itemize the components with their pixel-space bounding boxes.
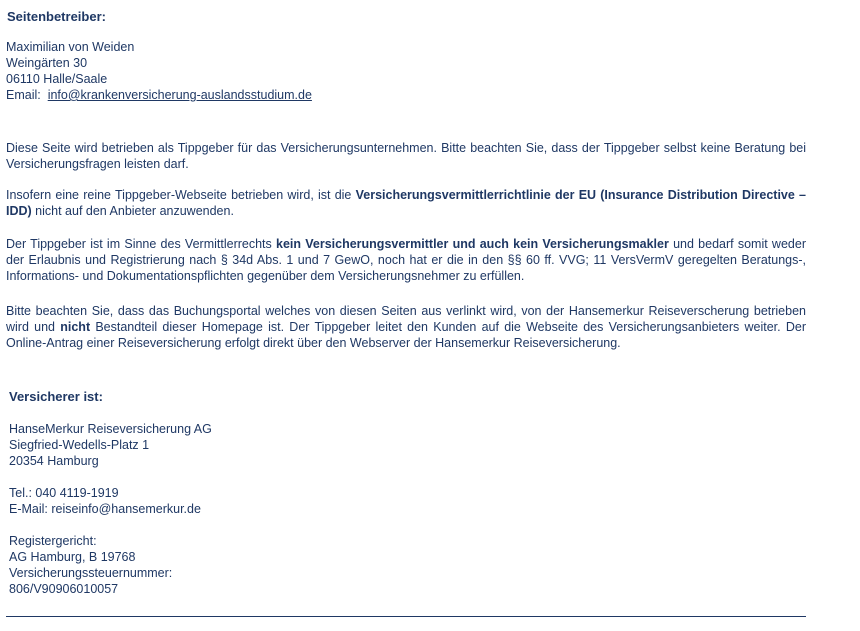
insurer-street: Siegfried-Wedells-Platz 1 — [9, 438, 150, 452]
paragraph-idd-bold: Versicherungsvermittlerrichtlinie der EU (Insurance Distribution Directive – IDD) — [6, 188, 806, 218]
tax-number-label: Versicherungssteuernummer: — [9, 566, 173, 580]
tax-number: 806/V90906010057 — [9, 582, 119, 596]
operator-address — [6, 39, 806, 103]
paragraph-vermittler-text-a: Der Tippgeber ist im Sinne des Vermittlerrechts — [6, 237, 276, 251]
register-court: AG Hamburg, B 19768 — [9, 550, 136, 564]
paragraph-vermittler-text-c: und bedarf somit weder der Erlaubnis und Registrierung nach § 34d Abs. 1 und 7 GewO, noch hat er die in den §§ 60 ff. VVG; 11 VersVermV geregelten Beratungs-, Informations- und Dokumentationspflichten gegenüber dem Versicherungsnehmer zu erfüllen. — [6, 237, 806, 283]
insurer-address — [9, 421, 809, 469]
register-court-label: Registergericht: — [9, 534, 97, 548]
insurer-email: E-Mail: reiseinfo@hansemerkur.de — [9, 502, 201, 516]
paragraph-idd — [6, 187, 806, 219]
insurer-heading: Versicherer ist: — [9, 389, 103, 404]
operator-name: Maximilian von Weiden — [6, 40, 135, 54]
operator-heading: Seitenbetreiber: — [7, 9, 106, 24]
paragraph-portal-bold: nicht — [60, 320, 91, 334]
operator-email-link[interactable]: info@krankenversicherung-auslandsstudium.de — [47, 88, 312, 102]
insurer-name: HanseMerkur Reiseversicherung AG — [9, 422, 212, 436]
operator-city: 06110 Halle/Saale — [6, 72, 108, 86]
paragraph-vermittlerrecht — [6, 236, 806, 284]
paragraph-buchungsportal — [6, 303, 806, 351]
bottom-divider — [6, 616, 806, 617]
insurer-contact — [9, 485, 809, 517]
paragraph-tippgeber: Diese Seite wird betrieben als Tippgeber für das Versicherungsunternehmen. Bitte beachten Sie, dass der Tippgeber selbst keine Beratung bei Versicherungsfragen leisten darf. — [6, 141, 806, 171]
paragraph-idd-text-c: nicht auf den Anbieter anzuwenden. — [31, 204, 234, 218]
paragraph-portal-text-a: Bitte beachten Sie, dass das Buchungsportal welches von diesen Seiten aus verlinkt wird, von der Hansemerkur Reiseverscherung betrieben wird und — [6, 304, 806, 334]
operator-email-label: Email: — [6, 88, 41, 102]
paragraph-portal-text-c: Bestandteil dieser Homepage ist. Der Tippgeber leitet den Kunden auf die Webseite des Versicherungsanbieters weiter. Der Online-Antrag einer Reiseversicherung erfolgt direkt über den Webserver der Hansemerkur Reiseversicherung. — [6, 320, 806, 350]
insurer-phone: Tel.: 040 4119-1919 — [9, 486, 119, 500]
insurer-city: 20354 Hamburg — [9, 454, 99, 468]
operator-street: Weingärten 30 — [6, 56, 88, 70]
paragraph-vermittler-bold: kein Versicherungsvermittler und auch kein Versicherungsmakler — [276, 237, 669, 251]
paragraph-idd-text-a: Insofern eine reine Tippgeber-Webseite betrieben wird, ist die — [6, 188, 356, 202]
operator-email-line — [6, 87, 806, 103]
insurer-register — [9, 533, 809, 597]
